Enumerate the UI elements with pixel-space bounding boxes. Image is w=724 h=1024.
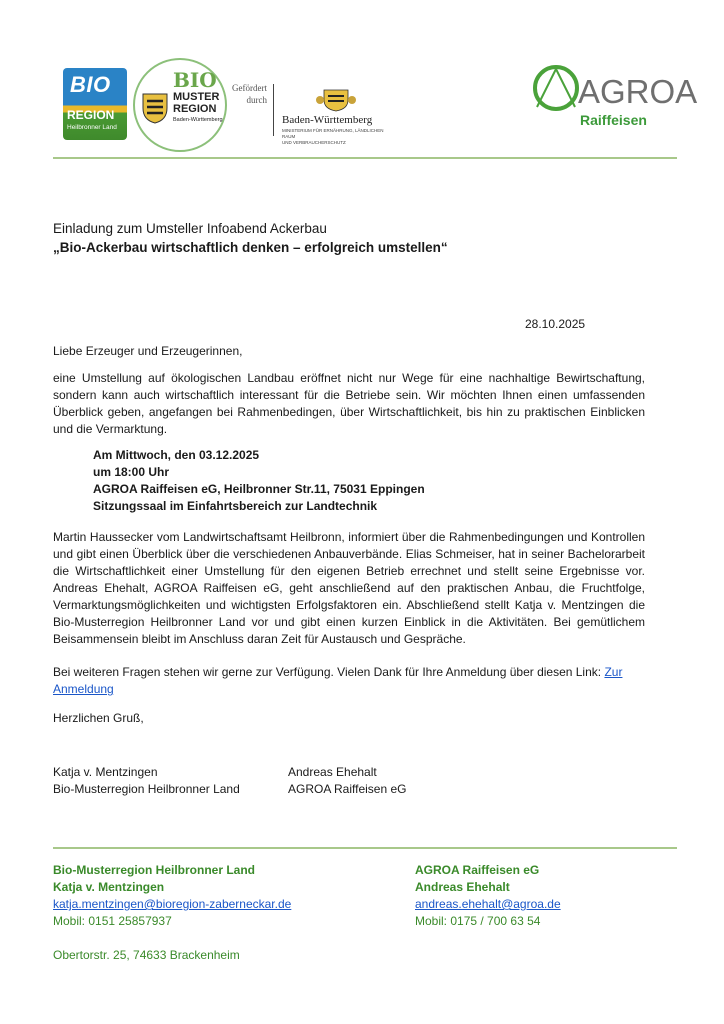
agroa-logo-sub: Raiffeisen <box>580 112 647 128</box>
event-place: AGROA Raiffeisen eG, Heilbronner Str.11, 75031 Eppingen <box>93 482 425 496</box>
signature-right <box>288 764 407 798</box>
footer-left-name: Katja v. Mentzingen <box>53 880 165 894</box>
header-divider <box>273 84 274 136</box>
muster-logo-sub: Baden-Württemberg <box>173 117 223 123</box>
footer-left-address: Obertorstr. 25, 74633 Brackenheim <box>53 948 240 962</box>
footer-right-org: AGROA Raiffeisen eG <box>415 863 540 877</box>
invitation-heading <box>53 219 448 257</box>
signature-right-org: AGROA Raiffeisen eG <box>288 782 407 796</box>
bio-logo-sub: Heilbronner Land <box>67 124 117 131</box>
program-paragraph: Martin Haussecker vom Landwirtschaftsamt Heilbronn, informiert über die Rahmenbedingungen und Kontrollen und gibt einen Überblick über die verschiedenen Anbauverbände. Elias Schmeiser, hat in seiner Bachelorarbeit die Wirtschaftlichkeit einer Umstellung für den eigenen Betrieb errechnet und stellt seine Ergebnisse vor. Andreas Ehehalt, AGROA Raiffeisen eG, geht anschließend auf den praktischen Anbau, die Fruchtfolge, Vermarktungsmöglichkeiten und wichtigsten Erfolgsfaktoren ein. Abschließend stellt Katja v. Mentzingen die Bio-Musterregion Heilbronner Land vor und gibt einen kurzen Einblick in die Aktivitäten. Bei gemütlichem Beisammensein bleibt im Anschluss daran Zeit für Austausch und Gespräche. <box>53 530 645 646</box>
signature-left-name: Katja v. Mentzingen <box>53 765 158 779</box>
ministry-line2: UND VERBRAUCHERSCHUTZ <box>282 140 346 145</box>
letter-date: 28.10.2025 <box>525 317 586 331</box>
baden-wuerttemberg-crest-icon <box>316 86 356 112</box>
footer-right-email[interactable]: andreas.ehehalt@agroa.de <box>415 897 561 911</box>
muster-logo-line1: MUSTER <box>173 91 220 103</box>
agroa-ring-icon <box>531 63 581 113</box>
footer-right <box>415 862 561 930</box>
registration-link[interactable]: Zur Anmeldung <box>53 665 623 696</box>
questions-text: Bei weiteren Fragen stehen wir gerne zur Verfügung. Vielen Dank für Ihre Anmeldung über diesen Link: <box>53 665 605 679</box>
funded-by-label <box>229 82 267 106</box>
muster-logo-line2: REGION <box>173 103 217 115</box>
questions-paragraph <box>53 664 645 698</box>
agroa-logo-text: AGROA <box>578 73 698 110</box>
invitation-subtitle: „Bio-Ackerbau wirtschaftlich denken – erfolgreich umstellen“ <box>53 240 448 255</box>
footer-right-name: Andreas Ehehalt <box>415 880 510 894</box>
muster-logo-title <box>173 91 219 115</box>
event-room: Sitzungssaal im Einfahrtsbereich zur Landtechnik <box>93 499 378 513</box>
footer-right-phone: Mobil: 0175 / 700 63 54 <box>415 914 541 928</box>
signature-left-org: Bio-Musterregion Heilbronner Land <box>53 782 240 796</box>
muster-logo-bio: BIO <box>173 68 217 92</box>
intro-paragraph: eine Umstellung auf ökologischen Landbau eröffnet nicht nur Wege für eine nachhaltige Bewirtschaftung, sondern kann auch wirtschaftlich interessant für die Betriebe sein. Wir möchten Ihnen einen umfassenden Überblick geben, angefangen bei Rahmenbedingen, über Wirtschaftlichkeit, bis hin zu praktischen Einblicken und die Vermarktung. <box>53 371 645 436</box>
bio-region-logo <box>63 68 127 140</box>
funded-by-line1: Gefördert <box>232 83 267 93</box>
invitation-title: Einladung zum Umsteller Infoabend Ackerbau <box>53 221 327 236</box>
event-details <box>93 447 425 515</box>
footer-left-email[interactable]: katja.mentzingen@bioregion-zaberneckar.de <box>53 897 292 911</box>
ministry-line1: MINISTERIUM FÜR ERNÄHRUNG, LÄNDLICHEN RAUM <box>282 128 384 139</box>
footer-rule <box>53 847 677 849</box>
bio-logo-region: REGION <box>67 108 115 122</box>
event-time: um 18:00 Uhr <box>93 465 170 479</box>
signature-right-name: Andreas Ehehalt <box>288 765 377 779</box>
coat-of-arms-icon <box>141 92 169 124</box>
footer-left <box>53 862 291 964</box>
funded-by-line2: durch <box>246 95 267 105</box>
event-day: Am Mittwoch, den 03.12.2025 <box>93 448 260 462</box>
closing: Herzlichen Gruß, <box>53 711 144 725</box>
footer-left-org: Bio-Musterregion Heilbronner Land <box>53 863 256 877</box>
bio-logo-word: BIO <box>70 72 111 97</box>
header-rule <box>53 157 677 159</box>
bio-musterregion-logo <box>133 58 227 152</box>
signature-left <box>53 764 240 798</box>
ministry-name: Baden-Württemberg <box>282 114 373 126</box>
footer-left-phone: Mobil: 0151 25857937 <box>53 914 172 928</box>
salutation: Liebe Erzeuger und Erzeugerinnen, <box>53 344 243 358</box>
ministry-fullname <box>282 128 392 146</box>
